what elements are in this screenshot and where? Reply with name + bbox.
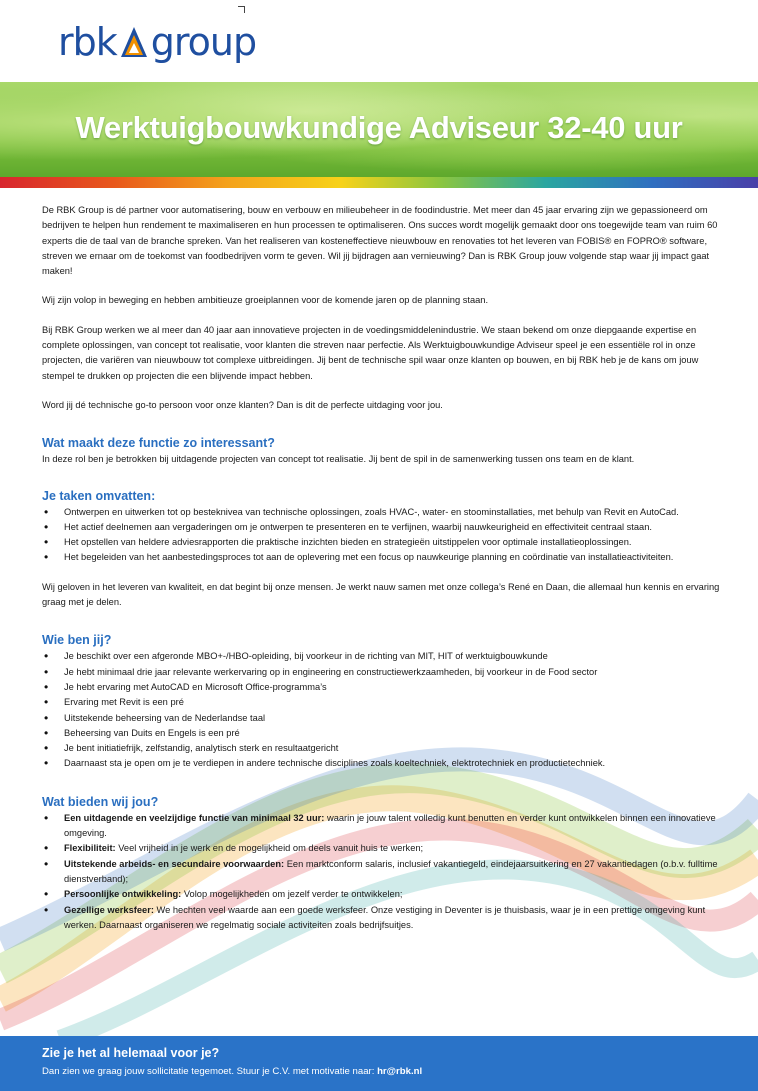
list-item: • Daarnaast sta je open om je te verdiepen in andere technische disciplines zoals koeltechniek, elektrotechniek en productietechniek. (42, 756, 722, 771)
list-item: • Het begeleiden van het aanbestedingsproces tot aan de oplevering met een focus op nauwkeurige planning en coördinatie van installatieactiviteiten. (42, 550, 722, 565)
tasks-list (42, 505, 722, 566)
list-item (42, 841, 722, 856)
intro-paragraph-3: Bij RBK Group werken we al meer dan 40 jaar aan innovatieve projecten in de voedingsmiddelenindustrie. We staan bekend om onze diepgaande expertise en complete oplossingen, van concept tot realisatie, voor klanten die streven naar perfectie. Als Werktuigbouwkundige Adviseur speel je een essentiële rol in onze projecten, die variëren van nieuwbouw tot complexe uitbreidingen. Jij bent de technische spil waar onze klanten op bouwen, en bij RBK heb je de kans om jouw stempel te drukken op projecten die een blijvende impact hebben. (42, 324, 699, 381)
who-list (42, 649, 722, 771)
list-item: • Ontwerpen en uitwerken tot op besteknivea van technische oplossingen, zoals HVAC-, water- en stoominstallaties, met behulp van Revit en AutoCad. (42, 505, 722, 520)
header (0, 0, 758, 82)
footer-text-body: Dan zien we graag jouw sollicitatie tegemoet. Stuur je C.V. met motivatie naar: (42, 1066, 378, 1077)
email-link[interactable]: hr@rbk.nl (377, 1066, 423, 1077)
company-logo (58, 14, 256, 70)
page-title: Werktuigbouwkundige Adviseur 32-40 uur (75, 110, 683, 145)
list-item: • Uitstekende beheersing van de Nederlandse taal (42, 711, 722, 726)
list-item: • Ervaring met Revit is een pré (42, 695, 722, 710)
tasks-heading: Je taken omvatten: (42, 488, 156, 503)
interesting-heading: Wat maakt deze functie zo interessant? (42, 436, 275, 451)
list-item (42, 903, 722, 934)
list-item: • Het opstellen van heldere adviesrapporten die praktische inzichten bieden en strategieën uitstippelen voor optimale installatieoplossingen. (42, 535, 722, 550)
intro-paragraph-4: Word jij dé technische go-to persoon voor onze klanten? Dan is dit de perfecte uitdaging voor jou. (42, 399, 443, 410)
interesting-text: In deze rol ben je betrokken bij uitdagende projecten van concept tot realisatie. Jij bent de spil in de samenwerking tussen ons team en de klant. (42, 454, 635, 465)
offer-list (42, 811, 722, 933)
logo-text-right: group (150, 20, 257, 64)
list-item: • Je beschikt over een afgeronde MBO+-/HBO-opleiding, bij voorkeur in de richting van MIT, HIT of werktuigbouwkunde (42, 649, 722, 664)
offer-text: Veel vrijheid in je werk en de mogelijkheid om deels vanuit huis te werken; (115, 843, 424, 854)
offer-lead: Uitstekende arbeids- en secundaire voorwaarden: (64, 858, 285, 869)
offer-text: waarin je jouw talent volledig kunt benutten en verder kunt ontwikkelen binnen een innovatieve omgeving. (64, 812, 716, 839)
offer-section (42, 794, 722, 933)
offer-lead: Persoonlijke ontwikkeling: (64, 889, 182, 900)
list-item: • Je bent initiatiefrijk, zelfstandig, analytisch sterk en resultaatgericht (42, 741, 722, 756)
tasks-after-paragraph: Wij geloven in het leveren van kwaliteit, en dat begint bij onze mensen. Je werkt nauw samen met onze collega’s René en Daan, die allemaal hun kennis en ervaring graag met je delen. (42, 581, 720, 608)
offer-lead: Gezellige werksfeer: (64, 904, 154, 915)
offer-lead: Een uitdagende en veelzijdige functie van minimaal 32 uur: (64, 812, 325, 823)
list-item: • Je hebt minimaal drie jaar relevante werkervaring op in engineering en constructiewerkzaamheden, bij voorkeur in de Food sector (42, 665, 722, 680)
list-item (42, 857, 722, 888)
who-heading: Wie ben jij? (42, 633, 112, 648)
interesting-section (42, 435, 722, 467)
list-item (42, 887, 722, 902)
intro-paragraph-2: Wij zijn volop in beweging en hebben ambitieuze groeiplannen voor de komende jaren op de planning staan. (42, 295, 489, 306)
offer-text: Volop mogelijkheden om jezelf verder te ontwikkelen; (181, 889, 403, 900)
rainbow-stripe (0, 177, 758, 188)
offer-text: We hechten veel waarde aan een goede werksfeer. Onze vestiging in Deventer is je thuisbasis, waar je in een prettige omgeving kunt werken. Daarnaast organiseren we regelmatig sociale activiteiten zoals bedrijfsuitjes. (64, 904, 706, 930)
vacancy-body (42, 203, 722, 947)
list-item: • Beheersing van Duits en Engels is een pré (42, 726, 722, 741)
offer-heading: Wat bieden wij jou? (42, 794, 159, 809)
logo-mark-icon (119, 25, 149, 59)
offer-text: Een marktconform salaris, inclusief vakantiegeld, eindejaarsuitkering en 27 vakantiedagen (o.b.v. fulltime dienstverband); (64, 858, 718, 884)
intro-paragraph-1: De RBK Group is dé partner voor automatisering, bouw en verbouw en milieubeheer in de foodindustrie. Met meer dan 45 jaar ervaring zijn we gepassioneerd om bedrijven te helpen hun rendement te maximaliseren en hun processen te optimaliseren. Ons succes wordt mogelijk gemaakt door ons toegewijde team van ruim 60 experts die de taal van de branche spreken. Van het realiseren van kosteneffectieve nieuwbouw en renovaties tot het leveren van FOBIS® en FOPRO® software, streven we ernaar om de toekomst van foodbedrijven vorm te geven. Wil jij bijdragen aan vernieuwing? Dan is RBK Group jouw volgende stap waar jij impact gaat maken! (42, 205, 718, 277)
crop-mark (238, 6, 245, 13)
footer-cta (0, 1036, 758, 1091)
list-item: • Je hebt ervaring met AutoCAD en Microsoft Office-programma’s (42, 680, 722, 695)
offer-lead: Flexibiliteit: (64, 843, 116, 854)
footer-text (42, 1066, 422, 1077)
list-item (42, 811, 722, 842)
who-section (42, 632, 722, 771)
tasks-section (42, 488, 722, 566)
list-item: • Het actief deelnemen aan vergaderingen om je ontwerpen te presenteren en te verfijnen, waarbij nauwkeurigheid en effectiviteit centraal staan. (42, 520, 722, 535)
logo-text-left: rbk (58, 20, 117, 64)
title-banner (0, 82, 758, 182)
footer-title: Zie je het al helemaal voor je? (42, 1046, 220, 1060)
